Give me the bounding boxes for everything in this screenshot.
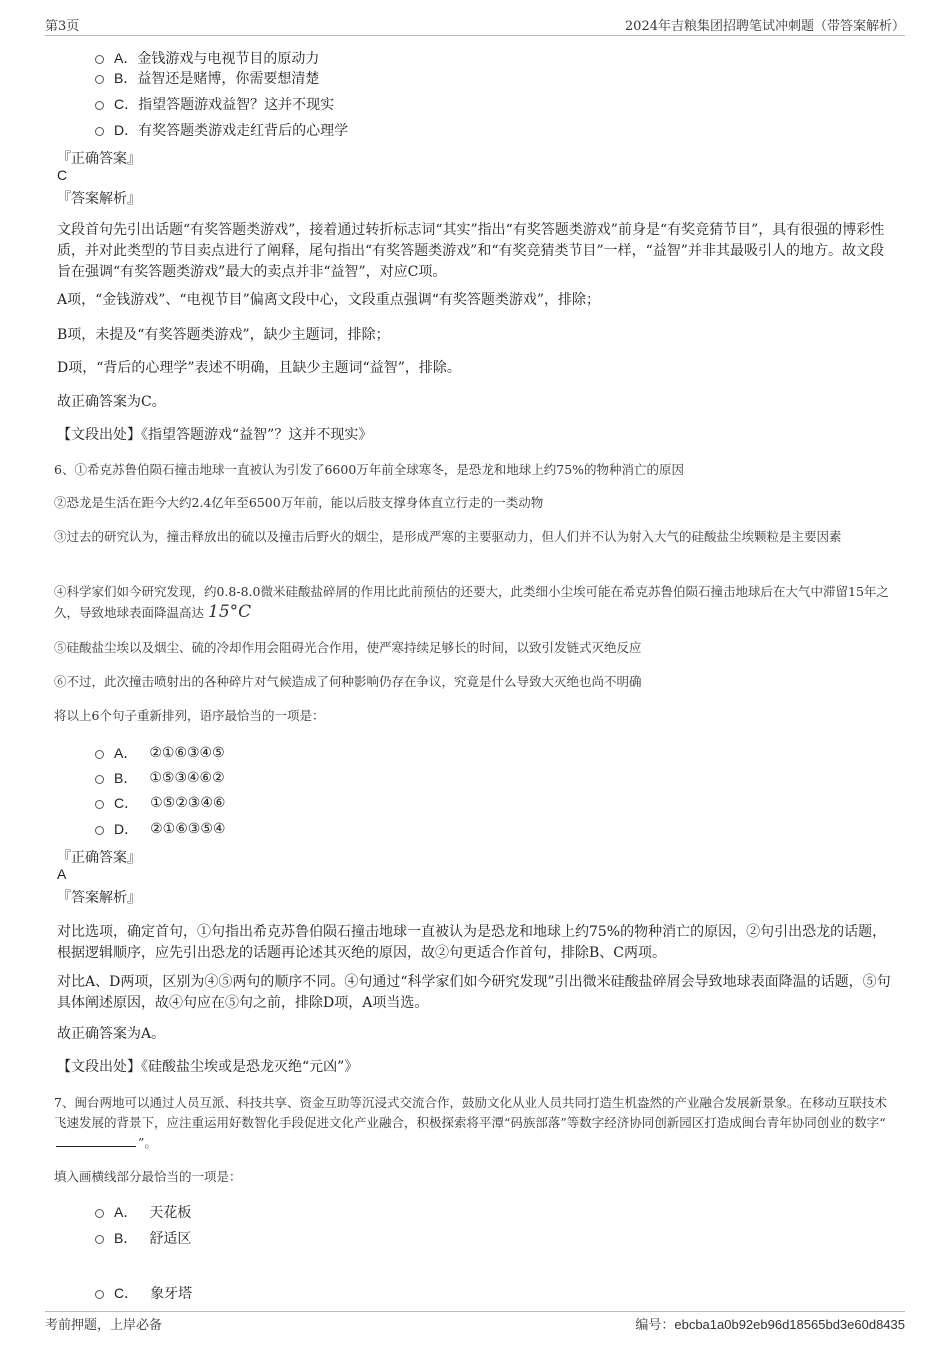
radio-icon[interactable] (95, 800, 104, 809)
q5-option-a[interactable]: A． 金钱游戏与电视节目的原动力 (95, 48, 319, 68)
header-divider (45, 35, 905, 36)
q5-option-d[interactable]: D． 有奖答题类游戏走红背后的心理学 (95, 120, 348, 140)
radio-icon[interactable] (95, 826, 104, 835)
q6-option-d[interactable]: D． ②①⑥③⑤④ (95, 819, 225, 839)
q6-analysis-1: 对比选项，确定首句，①句指出希克苏鲁伯陨石撞击地球一直被认为是恐龙和地球上约75%的物种消亡的原因，②句引出恐龙的话题，根据逻辑顺序，应先引出恐龙的话题再论述其灭绝的原因，故②句更适合作首句，排除B、C两项。 (57, 924, 887, 961)
q6-sentence-4: ④科学家们如今研究发现，约0.8-8.0微米硅酸盐碎屑的作用比此前预估的还要大，此类细小尘埃可能在希克苏鲁伯陨石撞击地球后在大气中滞留15年之久，导致地球表面降温高达 15°C (54, 584, 889, 622)
fill-blank (56, 1133, 136, 1147)
q5-analysis-main: 文段首句先引出话题“有奖答题类游戏”，接着通过转折标志词“其实”指出“有奖答题类游戏”前身是“有奖竞猜节目”，具有很强的博彩性质，并对此类型的节目卖点进行了阐释，尾句指出“有奖答题类游戏”和“有奖竞猜类节目”一样，“益智”并非其最吸引人的地方。故文段旨在强调“有奖答题类游戏”最大的卖点并非“益智”，对应C项。 (57, 222, 885, 280)
q6-option-a[interactable]: A． ②①⑥③④⑤ (95, 743, 225, 763)
q5-analysis-d: D项，“背后的心理学”表述不明确，且缺少主题词“益智”，排除。 (57, 360, 461, 376)
q5-answer-label: 『正确答案』 (57, 151, 141, 167)
radio-icon[interactable] (95, 1290, 104, 1299)
temperature-formula: 15°C (208, 602, 252, 622)
q6-sentence-1: 6、①希克苏鲁伯陨石撞击地球一直被认为引发了6600万年前全球寒冬，是恐龙和地球上约75%的物种消亡的原因 (54, 462, 685, 477)
q6-sentence-2: ②恐龙是生活在距今大约2.4亿年至6500万年前，能以后肢支撑身体直立行走的一类动物 (54, 495, 544, 510)
q5-option-c[interactable]: C． 指望答题游戏益智？这并不现实 (95, 94, 334, 114)
q5-source: 【文段出处】《指望答题游戏“益智”？这并不现实》 (57, 427, 373, 443)
q6-analysis-2: 对比A、D两项，区别为④⑤两句的顺序不同。④句通过“科学家们如今研究发现”引出微米硅酸盐碎屑会导致地球表面降温的话题，⑤句具体阐述原因，故④句应在⑤句之前，排除D项，A项当选。 (57, 974, 891, 1011)
radio-icon[interactable] (95, 750, 104, 759)
q5-conclusion: 故正确答案为C。 (57, 394, 166, 410)
q5-option-b[interactable]: B． 益智还是赌博，你需要想清楚 (95, 68, 319, 88)
radio-icon[interactable] (95, 75, 104, 84)
q5-analysis-a: A项，“金钱游戏”、“电视节目”偏离文段中心，文段重点强调“有奖答题类游戏”，排除； (57, 292, 601, 308)
q6-conclusion: 故正确答案为A。 (57, 1026, 166, 1042)
footer-divider (45, 1311, 905, 1312)
q6-answer-label: 『正确答案』 (57, 850, 141, 866)
page-number: 第3页 (45, 19, 80, 34)
q7-option-c[interactable]: C． 象牙塔 (95, 1283, 192, 1303)
q6-sentence-5: ⑤硅酸盐尘埃以及烟尘、硫的冷却作用会阻碍光合作用，使严寒持续足够长的时间，以致引发链式灭绝反应 (54, 640, 642, 655)
radio-icon[interactable] (95, 55, 104, 64)
q5-answer: C (57, 167, 68, 183)
q7-stem: 7、闽台两地可以通过人员互派、科技共享、资金互助等沉浸式交流合作，鼓励文化从业人员共同打造生机盎然的产业融合发展新景象。在移动互联技术飞速发展的背景下，应注重运用好数智化手段促进文化产业融合，积极探索将平潭“码族部落”等数字经济协同创新园区打造成闽台青年协同创业的数字“”。 (54, 1095, 887, 1150)
footer-slogan: 考前押题，上岸必备 (45, 1318, 163, 1333)
radio-icon[interactable] (95, 1235, 104, 1244)
q5-analysis-b: B项，未提及“有奖答题类游戏”，缺少主题词，排除； (57, 327, 390, 343)
document-title: 2024年吉粮集团招聘笔试冲刺题（带答案解析） (624, 19, 905, 34)
footer-code: 编号：ebcba1a0b92eb96d18565bd3e60d8435 (635, 1317, 905, 1333)
q6-option-c[interactable]: C． ①⑤②③④⑥ (95, 793, 225, 813)
radio-icon[interactable] (95, 101, 104, 110)
radio-icon[interactable] (95, 127, 104, 136)
q6-analysis-label: 『答案解析』 (57, 890, 141, 906)
q7-option-b[interactable]: B． 舒适区 (95, 1228, 191, 1248)
q6-source: 【文段出处】《硅酸盐尘埃或是恐龙灭绝“元凶”》 (57, 1059, 359, 1075)
radio-icon[interactable] (95, 1209, 104, 1218)
q6-prompt: 将以上6个句子重新排列，语序最恰当的一项是： (54, 708, 325, 723)
q6-option-b[interactable]: B． ①⑤③④⑥② (95, 768, 225, 788)
q7-prompt: 填入画横线部分最恰当的一项是： (54, 1169, 242, 1184)
radio-icon[interactable] (95, 775, 104, 784)
q5-analysis-label: 『答案解析』 (57, 191, 141, 207)
q6-answer: A (57, 866, 67, 882)
q6-sentence-3: ③过去的研究认为，撞击释放出的硫以及撞击后野火的烟尘，是形成严寒的主要驱动力，但人们并不认为射入大气的硅酸盐尘埃颗粒是主要因素 (54, 529, 842, 544)
q6-sentence-6: ⑥不过，此次撞击喷射出的各种碎片对气候造成了何种影响仍存在争议，究竟是什么导致大灭绝也尚不明确 (54, 674, 642, 689)
q7-option-a[interactable]: A． 天花板 (95, 1202, 191, 1222)
